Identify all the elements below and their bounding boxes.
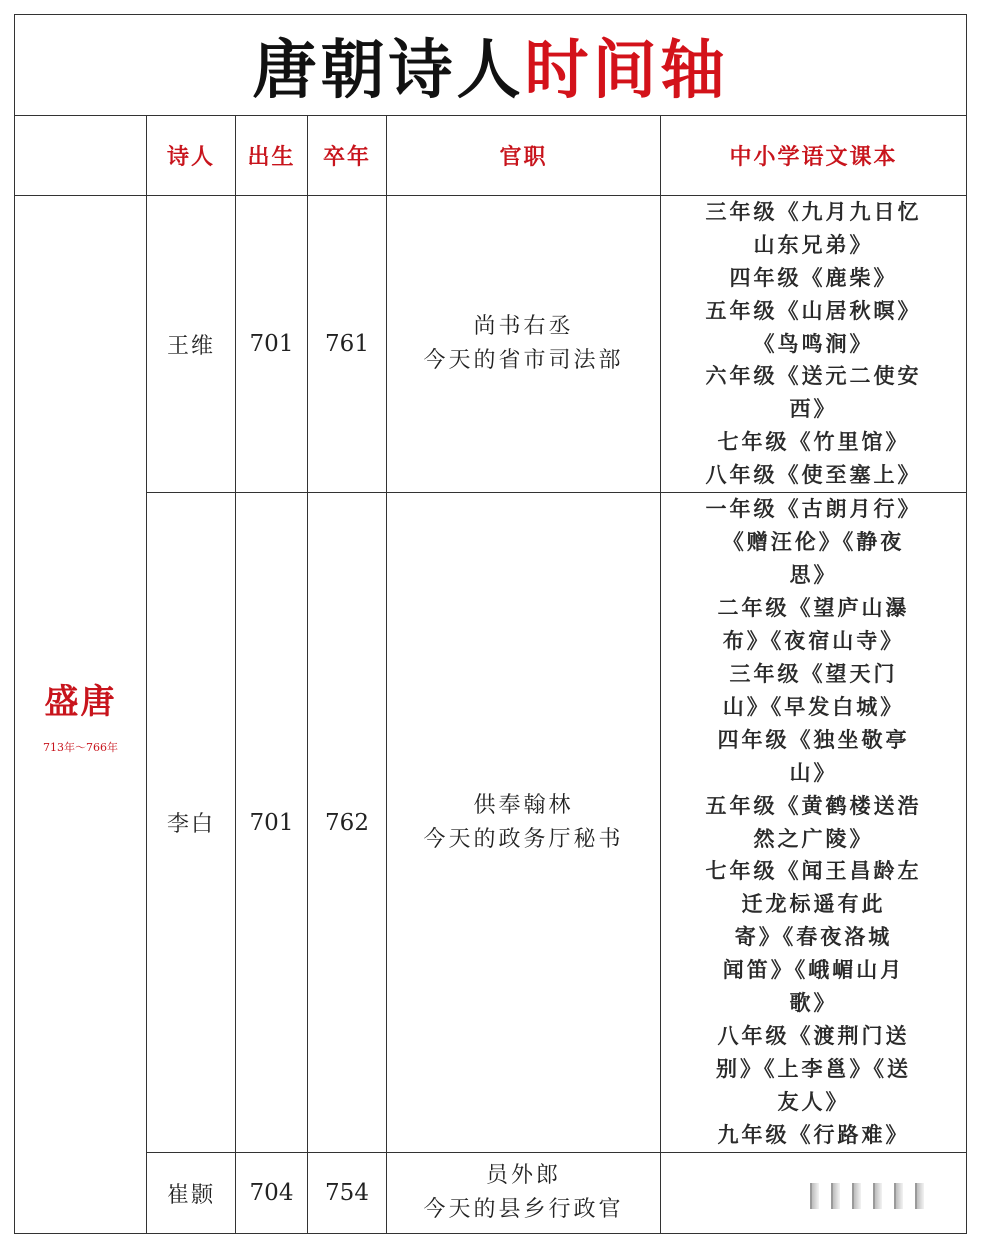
tick-mark bbox=[915, 1183, 924, 1209]
textbook-line: 别》《上李邕》《送 bbox=[716, 1055, 911, 1081]
textbook-line: 迁龙标遥有此 bbox=[741, 891, 886, 917]
textbook-line: 然之广陵》 bbox=[753, 825, 874, 851]
era-range: 713年～766年 bbox=[43, 741, 118, 754]
office-title: 供奉翰林 bbox=[473, 792, 574, 818]
textbook-line: 七年级《竹里馆》 bbox=[717, 429, 910, 455]
textbook-line: 九年级《行路难》 bbox=[717, 1121, 910, 1147]
era-name: 盛唐 bbox=[44, 682, 117, 722]
textbook-line: 《鸟鸣涧》 bbox=[753, 330, 874, 356]
poet-name: 李白 bbox=[166, 812, 215, 837]
office-modern: 今天的政务厅秘书 bbox=[423, 826, 624, 852]
tick-mark bbox=[873, 1183, 882, 1209]
poet-death: 754 bbox=[325, 1180, 369, 1206]
textbook-line: 山》 bbox=[789, 759, 838, 785]
poet-birth: 701 bbox=[249, 809, 294, 836]
textbook-line: 寄》《春夜洛城 bbox=[734, 924, 893, 950]
textbook-line: 友人》 bbox=[777, 1088, 850, 1114]
header-death: 卒年 bbox=[322, 144, 371, 170]
page-title bbox=[15, 15, 966, 116]
textbook-line: 西》 bbox=[789, 396, 838, 422]
textbook-line: 八年级《渡荆门送 bbox=[717, 1022, 910, 1048]
textbook-line: 二年级《望庐山瀑 bbox=[717, 595, 910, 621]
title-part-2: 时间轴 bbox=[524, 34, 729, 108]
textbook-line: 四年级《独坐敬亭 bbox=[717, 726, 910, 752]
textbook-line: 七年级《闻王昌龄左 bbox=[705, 858, 922, 884]
office-title: 员外郎 bbox=[485, 1163, 561, 1188]
poet-death: 762 bbox=[325, 809, 369, 836]
poet-birth: 701 bbox=[249, 331, 294, 357]
era-cell bbox=[15, 196, 146, 1233]
header-poet: 诗人 bbox=[166, 144, 215, 170]
textbook-line: 布》《夜宿山寺》 bbox=[722, 628, 905, 654]
poet-death: 761 bbox=[325, 331, 369, 357]
continuation-marks bbox=[810, 1183, 924, 1209]
poet-office bbox=[387, 196, 660, 492]
textbook-line: 闻笛》《峨嵋山月 bbox=[722, 957, 905, 983]
poet-name: 崔颢 bbox=[166, 1182, 215, 1208]
office-title: 尚书右丞 bbox=[473, 314, 574, 339]
header-textbook: 中小学语文课本 bbox=[729, 144, 898, 170]
textbook-line: 一年级《古朗月行》 bbox=[705, 496, 922, 522]
tick-mark bbox=[831, 1183, 840, 1209]
poet-office bbox=[387, 493, 660, 1152]
tick-mark bbox=[852, 1183, 861, 1209]
poet-textbook bbox=[661, 493, 966, 1152]
tick-mark bbox=[810, 1183, 819, 1209]
poet-textbook-empty bbox=[661, 1153, 966, 1233]
title-part-1: 唐朝诗人 bbox=[252, 34, 525, 108]
textbook-line: 思》 bbox=[789, 562, 838, 588]
textbook-line: 六年级《送元二使安 bbox=[705, 363, 922, 389]
textbook-line: 歌》 bbox=[789, 990, 838, 1016]
textbook-line: 三年级《望天门 bbox=[729, 660, 898, 686]
textbook-line: 《赠汪伦》《静夜 bbox=[722, 529, 905, 555]
textbook-line: 五年级《山居秋暝》 bbox=[705, 297, 922, 323]
poet-name: 王维 bbox=[166, 333, 215, 359]
timeline-table bbox=[14, 14, 967, 1234]
textbook-line: 三年级《九月九日忆 bbox=[705, 198, 922, 224]
textbook-line: 八年级《使至塞上》 bbox=[705, 462, 922, 488]
textbook-line: 四年级《鹿柴》 bbox=[729, 264, 898, 290]
office-modern: 今天的县乡行政官 bbox=[423, 1197, 624, 1222]
poet-office bbox=[387, 1153, 660, 1233]
textbook-line: 五年级《黄鹤楼送浩 bbox=[705, 792, 922, 818]
textbook-line: 山东兄弟》 bbox=[753, 231, 874, 257]
header-birth: 出生 bbox=[247, 144, 296, 170]
office-modern: 今天的省市司法部 bbox=[423, 348, 624, 373]
textbook-line: 山》《早发白城》 bbox=[722, 693, 905, 719]
poet-birth: 704 bbox=[249, 1180, 294, 1206]
header-office: 官职 bbox=[499, 144, 548, 170]
poet-textbook bbox=[661, 196, 966, 492]
tick-mark bbox=[894, 1183, 903, 1209]
